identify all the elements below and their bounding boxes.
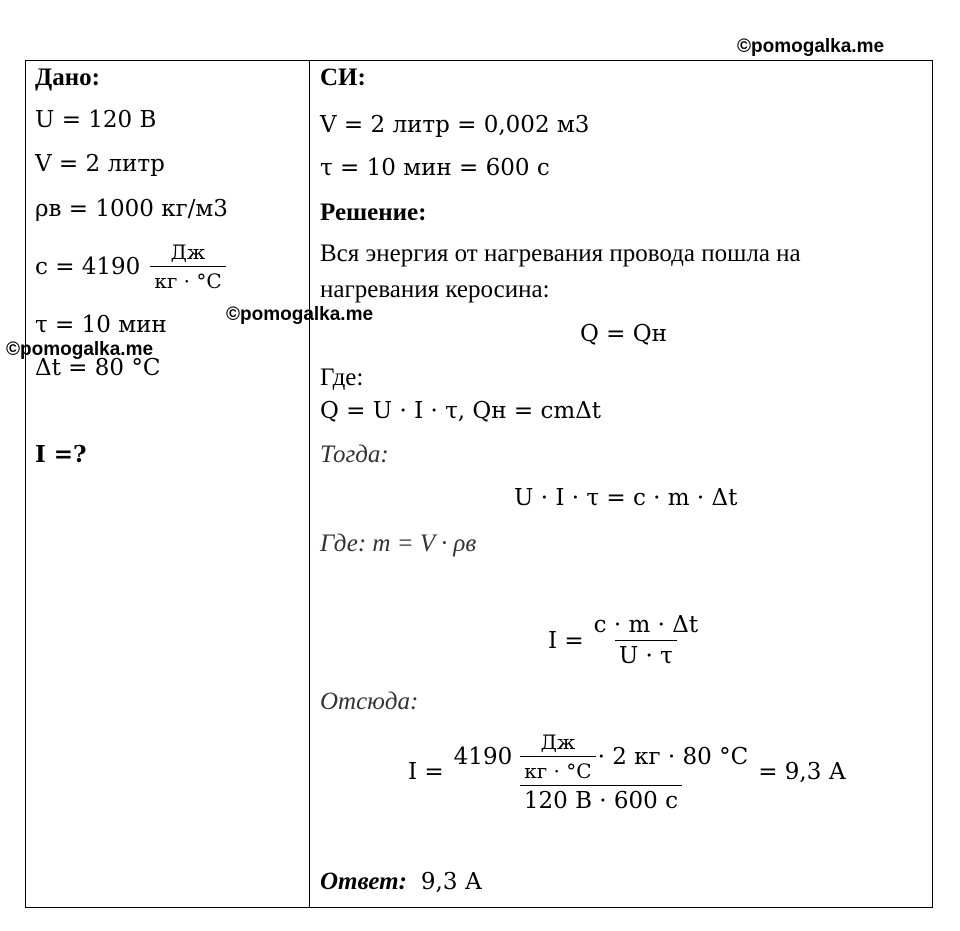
equation-final-computation [408,730,846,814]
answer-label: Ответ: [320,868,407,895]
si-time: τ = 10 мин = 600 с [320,155,550,181]
unit-numerator: Дж [170,240,206,264]
given-volume: V = 2 литр [35,151,165,177]
unit-denominator: кг · °C [150,266,225,293]
final-denominator: 120 В · 600 с [520,785,682,814]
final-unit-denominator: кг · °C [520,756,595,783]
formula-denominator: U · τ [615,640,677,669]
si-volume: V = 2 литр = 0,002 м3 [320,112,590,138]
formula-fraction [590,612,702,669]
given-heading: Дано: [35,64,100,91]
final-numerator [450,730,753,785]
formula-numerator: c · m · Δt [593,612,699,638]
final-num-rest: · 2 кг · 80 °C [597,743,749,770]
where-mass: Где: m = V · ρв [320,530,477,557]
answer-line [320,868,482,896]
given-time: τ = 10 мин [35,312,167,338]
solution-heading: Решение: [320,199,427,226]
given-unknown: I =? [35,441,87,468]
solution-text-line-1: Вся энергия от нагревания провода пошла на [320,240,801,267]
si-heading: СИ: [320,64,366,91]
given-heat-capacity [35,240,226,293]
column-divider [309,60,310,908]
solution-text-line-2: нагревания керосина: [320,276,550,303]
given-heat-capacity-value: c = 4190 [35,253,141,280]
hence-label: Отсюда: [320,688,419,715]
equation-formulas: Q = U · I · τ, Qн = cmΔt [320,398,602,424]
where-label-1: Где: [320,364,364,391]
given-heat-capacity-unit [150,240,225,293]
final-lhs: I = [408,759,444,785]
watermark-top: ©pomogalka.me [737,36,885,57]
final-num-unit [520,730,595,783]
watermark-middle: ©pomogalka.me [226,304,374,325]
final-fraction [450,730,753,814]
watermark-left: ©pomogalka.me [6,339,154,360]
equation-equality: U · I · τ = c · m · Δt [514,485,738,511]
final-result: = 9,3 А [758,759,847,785]
final-unit-numerator: Дж [540,730,576,754]
given-temp-change: Δt = 80 °C [35,355,161,381]
given-voltage: U = 120 В [35,107,157,133]
final-num-value: 4190 [453,743,513,770]
given-density: ρв = 1000 кг/м3 [35,196,228,222]
equation-energy-balance: Q = Qн [580,321,667,347]
then-label: Тогда: [320,441,389,468]
answer-value: 9,3 А [420,869,483,895]
equation-current-formula [548,612,702,669]
formula-lhs: I = [548,627,584,654]
